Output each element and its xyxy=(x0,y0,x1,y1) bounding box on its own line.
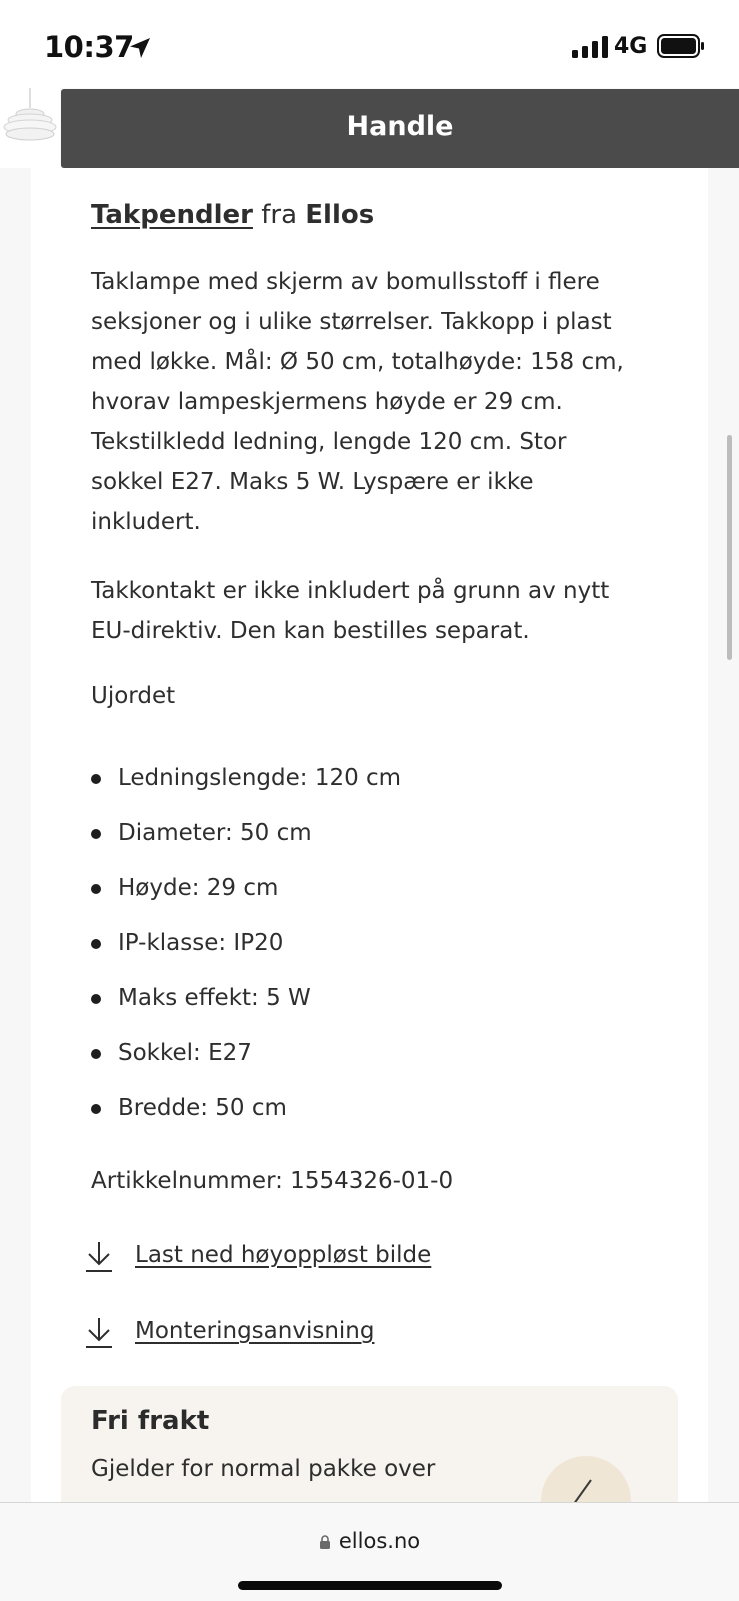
spec-item: Ledningslengde: 120 cm xyxy=(91,763,401,818)
description-line: Tekstilkledd ledning, lengde 120 cm. Stor xyxy=(91,429,567,455)
product-note xyxy=(91,571,671,651)
home-indicator[interactable] xyxy=(238,1581,502,1590)
browser-url-bar[interactable] xyxy=(0,1502,739,1601)
lock-icon xyxy=(319,1535,331,1549)
description-line: sokkel E27. Maks 5 W. Lyspære er ikke xyxy=(91,469,534,495)
spec-item: IP-klasse: IP20 xyxy=(91,928,401,983)
description-line: med løkke. Mål: Ø 50 cm, totalhøyde: 158 cm, xyxy=(91,349,624,375)
network-type: 4G xyxy=(614,34,648,59)
category-link[interactable]: Takpendler xyxy=(91,200,253,230)
pendant-lamp-image xyxy=(0,88,60,168)
spec-item: Høyde: 29 cm xyxy=(91,873,401,928)
download-hi-res-link[interactable]: Last ned høyoppløst bilde xyxy=(135,1242,432,1268)
spec-item: Diameter: 50 cm xyxy=(91,818,401,873)
status-time: 10:37 xyxy=(44,30,134,64)
top-header xyxy=(61,89,739,168)
url-text: ellos.no xyxy=(338,1529,421,1553)
cellular-signal-icon xyxy=(572,36,608,58)
spec-item: Maks effekt: 5 W xyxy=(91,983,401,1038)
location-arrow-icon xyxy=(128,36,152,60)
free-shipping-text: Gjelder for normal pakke over xyxy=(91,1456,436,1482)
product-heading xyxy=(91,200,374,230)
battery-icon xyxy=(657,34,705,58)
status-bar xyxy=(0,0,739,88)
scrollbar[interactable] xyxy=(727,435,732,660)
note-line: EU-direktiv. Den kan bestilles separat. xyxy=(91,618,530,644)
description-line: hvorav lampeskjermens høyde er 29 cm. xyxy=(91,389,563,415)
grounding-text: Ujordet xyxy=(91,683,176,709)
spec-list xyxy=(91,763,401,1148)
product-description xyxy=(91,262,671,542)
description-line: Taklampe med skjerm av bomullsstoff i flere xyxy=(91,269,600,295)
url-display[interactable] xyxy=(0,1529,739,1553)
mounting-instructions-link[interactable]: Monteringsanvisning xyxy=(135,1318,375,1344)
description-line: seksjoner og i ulike størrelser. Takkopp i plast xyxy=(91,309,612,335)
brand-name: Ellos xyxy=(305,200,375,230)
note-line: Takkontakt er ikke inkludert på grunn av nytt xyxy=(91,578,610,604)
lamp-thumbnail[interactable] xyxy=(0,88,60,168)
download-icon xyxy=(85,1240,113,1274)
article-number: Artikkelnummer: 1554326-01-0 xyxy=(91,1168,454,1194)
header-title: Handle xyxy=(346,111,454,142)
spec-item: Sokkel: E27 xyxy=(91,1038,401,1093)
description-line: inkludert. xyxy=(91,509,201,535)
from-word: fra xyxy=(261,200,298,230)
download-icon xyxy=(85,1316,113,1350)
free-shipping-title: Fri frakt xyxy=(91,1406,210,1436)
spec-item: Bredde: 50 cm xyxy=(91,1093,401,1148)
